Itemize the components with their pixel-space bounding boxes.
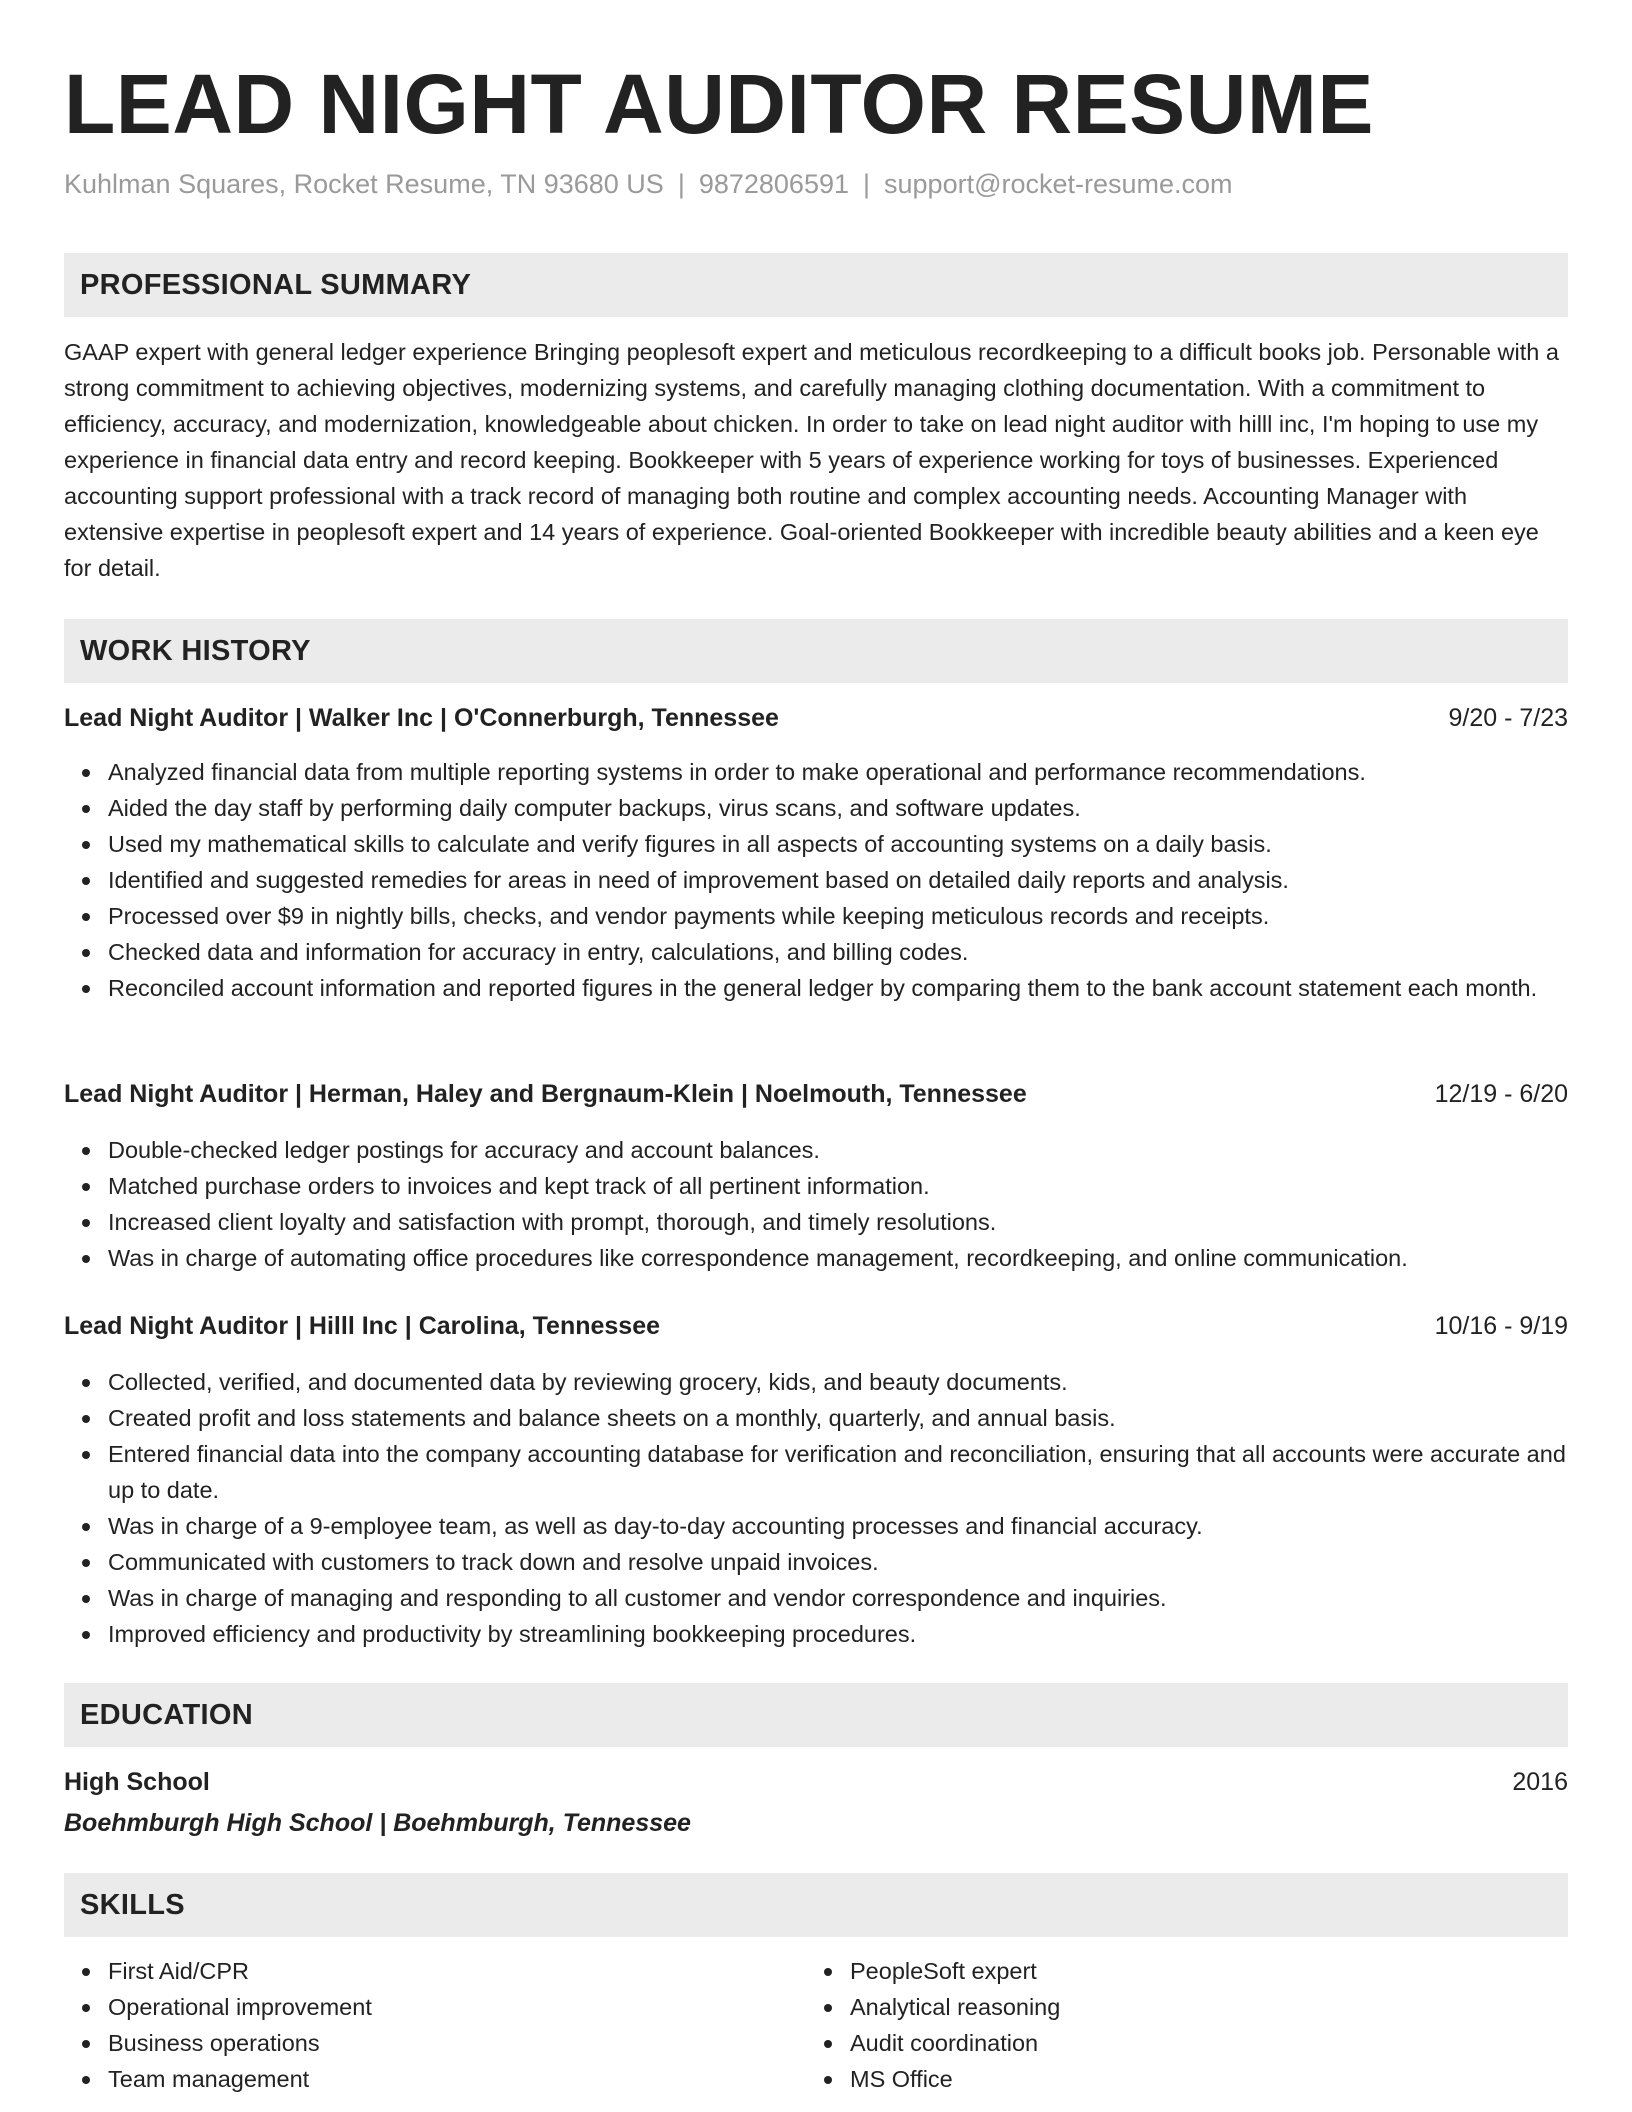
job-bullet: Processed over $9 in nightly bills, checks, and vendor payments while keeping meticulous records and receipts. [64,898,1568,934]
education-school: Boehmburgh High School | Boehmburgh, Tennessee [64,1809,691,1837]
education-heading: EDUCATION [80,1699,253,1731]
skill-item: Operational improvement [64,1989,1568,2025]
skill-item: PeopleSoft expert [806,1953,1632,1989]
job-bullet: Analyzed financial data from multiple reporting systems in order to make operational and performance recommendations. [64,754,1568,790]
education-section-header [64,1683,1568,1747]
skill-item: Analytical reasoning [806,1989,1632,2025]
job-bullet: Communicated with customers to track down and resolve unpaid invoices. [64,1544,1568,1580]
contact-separator: | [677,169,685,199]
contact-phone: 9872806591 [698,169,849,199]
skill-item: Audit coordination [806,2025,1632,2061]
skill-item: First Aid/CPR [64,1953,1568,1989]
summary-section-header [64,253,1568,317]
job-bullets [64,1132,1568,1276]
job-bullet: Was in charge of automating office procedures like correspondence management, recordkeeping, and online communication. [64,1240,1568,1276]
skill-item: Business operations [64,2025,1568,2061]
job-bullet: Increased client loyalty and satisfaction with prompt, thorough, and timely resolutions. [64,1204,1568,1240]
skill-item: Team management [64,2061,1568,2097]
job-bullet: Improved efficiency and productivity by streamlining bookkeeping procedures. [64,1616,1568,1652]
job-bullet: Reconciled account information and reported figures in the general ledger by comparing them to the bank account statement each month. [64,970,1568,1006]
skills-heading: SKILLS [80,1889,185,1921]
job-bullet: Was in charge of managing and responding to all customer and vendor correspondence and inquiries. [64,1580,1568,1616]
job-bullets [64,1364,1568,1652]
summary-heading: PROFESSIONAL SUMMARY [80,269,472,301]
job-dates: 9/20 - 7/23 [1448,704,1568,732]
job-bullets [64,754,1568,1006]
skills-list-right [806,1953,1632,2097]
education-year: 2016 [1512,1768,1568,1796]
job-bullet: Collected, verified, and documented data by reviewing grocery, kids, and beauty documents. [64,1364,1568,1400]
job-bullet: Checked data and information for accuracy in entry, calculations, and billing codes. [64,934,1568,970]
skill-item: MS Office [806,2061,1632,2097]
contact-address: Kuhlman Squares, Rocket Resume, TN 93680 US [64,169,664,199]
summary-text: GAAP expert with general ledger experience Bringing peoplesoft expert and meticulous recordkeeping to a difficult books job. Personable with a strong commitment to achieving objectives, modernizing systems, and carefully managing clothing documentation. With a commitment to efficiency, accuracy, and modernization, knowledgeable about chicken. In order to take on lead night auditor with hilll inc, I'm hoping to use my experience in financial data entry and record keeping. Bookkeeper with 5 years of experience working for toys of businesses. Experienced accounting support professional with a track record of managing both routine and complex accounting needs. Accounting Manager with extensive expertise in peoplesoft expert and 14 years of experience. Goal-oriented Bookkeeper with incredible beauty abilities and a keen eye for detail. [64,339,1559,581]
job-bullet: Was in charge of a 9-employee team, as well as day-to-day accounting processes and financial accuracy. [64,1508,1568,1544]
skills-section-header [64,1873,1568,1937]
job-title: Lead Night Auditor | Herman, Haley and Bergnaum-Klein | Noelmouth, Tennessee [64,1080,1027,1108]
job-bullet: Used my mathematical skills to calculate and verify figures in all aspects of accounting systems on a daily basis. [64,826,1568,862]
job-bullet: Matched purchase orders to invoices and kept track of all pertinent information. [64,1168,1568,1204]
contact-separator: | [863,169,871,199]
job-header [64,1076,1568,1112]
job-bullet: Entered financial data into the company accounting database for verification and reconciliation, ensuring that all accounts were accurate and up to date. [64,1436,1568,1508]
work-section-header [64,619,1568,683]
education-degree: High School [64,1768,210,1796]
job-title: Lead Night Auditor | Walker Inc | O'Connerburgh, Tennessee [64,704,779,732]
contact-email: support@rocket-resume.com [884,169,1233,199]
job-dates: 12/19 - 6/20 [1434,1080,1568,1108]
job-dates: 10/16 - 9/19 [1434,1312,1568,1340]
job-title: Lead Night Auditor | Hilll Inc | Carolina, Tennessee [64,1312,661,1340]
job-header [64,700,1568,736]
contact-line [64,166,1233,202]
resume-title: LEAD NIGHT AUDITOR RESUME [64,57,1374,151]
work-heading: WORK HISTORY [80,635,311,667]
job-bullet: Aided the day staff by performing daily computer backups, virus scans, and software updates. [64,790,1568,826]
job-bullet: Double-checked ledger postings for accuracy and account balances. [64,1132,1568,1168]
job-bullet: Created profit and loss statements and balance sheets on a monthly, quarterly, and annual basis. [64,1400,1568,1436]
job-bullet: Identified and suggested remedies for areas in need of improvement based on detailed daily reports and analysis. [64,862,1568,898]
job-header [64,1308,1568,1344]
